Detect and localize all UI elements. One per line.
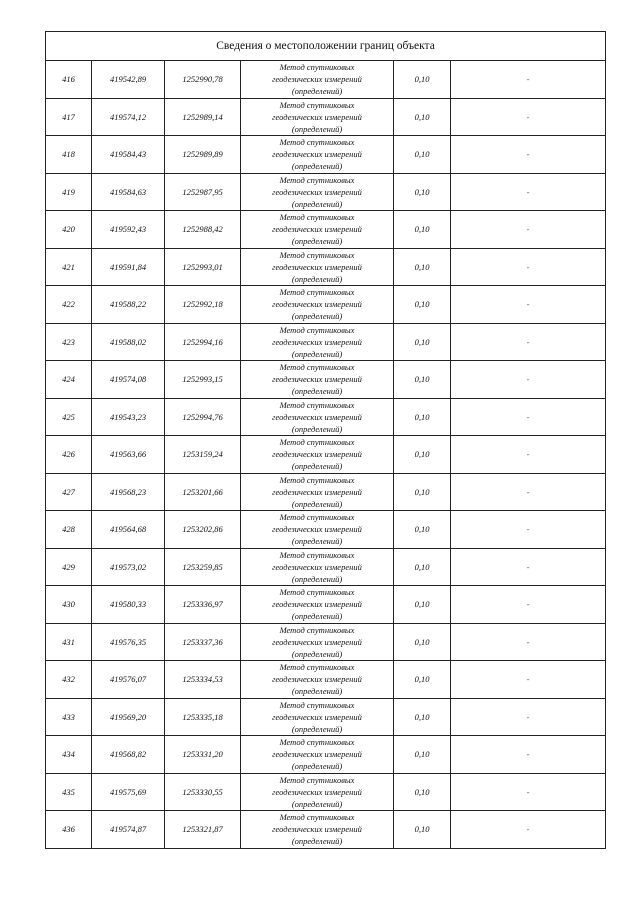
method-line: геодезических измерений	[272, 674, 362, 685]
y-coordinate-cell: 1252994,76	[165, 398, 241, 436]
y-coordinate-cell: 1253335,18	[165, 698, 241, 736]
method-line: (определений)	[291, 686, 343, 697]
description-cell: -	[451, 811, 606, 849]
table-row	[46, 323, 606, 361]
table-row	[46, 698, 606, 736]
x-coordinate-cell: 419575,69	[92, 773, 165, 811]
method-line: Метод спутниковых	[279, 624, 355, 635]
method-line: (определений)	[291, 386, 343, 397]
table-row	[46, 173, 606, 211]
method-cell	[241, 211, 394, 249]
boundary-table	[45, 31, 606, 849]
accuracy-cell: 0,10	[394, 361, 451, 399]
accuracy-cell: 0,10	[394, 548, 451, 586]
method-cell	[241, 473, 394, 511]
description-cell: -	[451, 511, 606, 549]
description-cell: -	[451, 698, 606, 736]
description-cell: -	[451, 398, 606, 436]
method-line: (определений)	[291, 123, 343, 134]
method-line: (определений)	[291, 836, 343, 847]
method-cell	[241, 323, 394, 361]
x-coordinate-cell: 419568,23	[92, 473, 165, 511]
description-cell: -	[451, 136, 606, 174]
accuracy-cell: 0,10	[394, 323, 451, 361]
method-line: Метод спутниковых	[279, 699, 355, 710]
x-coordinate-cell: 419573,02	[92, 548, 165, 586]
table-row	[46, 136, 606, 174]
method-line: Метод спутниковых	[279, 512, 355, 523]
table-row	[46, 211, 606, 249]
method-line: геодезических измерений	[272, 561, 362, 572]
description-cell: -	[451, 473, 606, 511]
table-row	[46, 473, 606, 511]
accuracy-cell: 0,10	[394, 473, 451, 511]
description-cell: -	[451, 61, 606, 99]
point-number-cell: 423	[46, 323, 92, 361]
method-cell	[241, 511, 394, 549]
method-line: геодезических измерений	[272, 786, 362, 797]
method-cell	[241, 586, 394, 624]
description-cell: -	[451, 361, 606, 399]
method-line: Метод спутниковых	[279, 362, 355, 373]
x-coordinate-cell: 419592,43	[92, 211, 165, 249]
x-coordinate-cell: 419569,20	[92, 698, 165, 736]
y-coordinate-cell: 1252988,42	[165, 211, 241, 249]
description-cell: -	[451, 323, 606, 361]
method-line: Метод спутниковых	[279, 549, 355, 560]
method-line: (определений)	[291, 648, 343, 659]
x-coordinate-cell: 419588,02	[92, 323, 165, 361]
description-cell: -	[451, 436, 606, 474]
method-line: (определений)	[291, 498, 343, 509]
accuracy-cell: 0,10	[394, 286, 451, 324]
accuracy-cell: 0,10	[394, 736, 451, 774]
x-coordinate-cell: 419574,08	[92, 361, 165, 399]
method-line: Метод спутниковых	[279, 812, 355, 823]
y-coordinate-cell: 1252990,78	[165, 61, 241, 99]
y-coordinate-cell: 1252994,16	[165, 323, 241, 361]
method-cell	[241, 98, 394, 136]
method-cell	[241, 811, 394, 849]
y-coordinate-cell: 1253321,87	[165, 811, 241, 849]
x-coordinate-cell: 419564,68	[92, 511, 165, 549]
y-coordinate-cell: 1253331,20	[165, 736, 241, 774]
method-line: Метод спутниковых	[279, 62, 355, 73]
method-line: (определений)	[291, 423, 343, 434]
method-cell	[241, 623, 394, 661]
method-line: (определений)	[291, 311, 343, 322]
point-number-cell: 435	[46, 773, 92, 811]
table-row	[46, 811, 606, 849]
description-cell: -	[451, 173, 606, 211]
method-line: Метод спутниковых	[279, 737, 355, 748]
point-number-cell: 418	[46, 136, 92, 174]
method-line: геодезических измерений	[272, 74, 362, 85]
point-number-cell: 433	[46, 698, 92, 736]
method-line: Метод спутниковых	[279, 137, 355, 148]
description-cell: -	[451, 623, 606, 661]
method-line: геодезических измерений	[272, 599, 362, 610]
method-line: (определений)	[291, 236, 343, 247]
method-line: геодезических измерений	[272, 186, 362, 197]
y-coordinate-cell: 1252987,95	[165, 173, 241, 211]
point-number-cell: 434	[46, 736, 92, 774]
method-line: (определений)	[291, 536, 343, 547]
method-line: Метод спутниковых	[279, 99, 355, 110]
method-line: Метод спутниковых	[279, 324, 355, 335]
accuracy-cell: 0,10	[394, 623, 451, 661]
table-row	[46, 398, 606, 436]
method-line: Метод спутниковых	[279, 174, 355, 185]
point-number-cell: 422	[46, 286, 92, 324]
method-line: геодезических измерений	[272, 111, 362, 122]
point-number-cell: 420	[46, 211, 92, 249]
point-number-cell: 432	[46, 661, 92, 699]
y-coordinate-cell: 1252989,89	[165, 136, 241, 174]
table-row	[46, 61, 606, 99]
y-coordinate-cell: 1253259,85	[165, 548, 241, 586]
x-coordinate-cell: 419543,23	[92, 398, 165, 436]
accuracy-cell: 0,10	[394, 211, 451, 249]
point-number-cell: 419	[46, 173, 92, 211]
point-number-cell: 436	[46, 811, 92, 849]
y-coordinate-cell: 1253202,86	[165, 511, 241, 549]
point-number-cell: 426	[46, 436, 92, 474]
method-line: Метод спутниковых	[279, 212, 355, 223]
method-line: геодезических измерений	[272, 711, 362, 722]
description-cell: -	[451, 773, 606, 811]
accuracy-cell: 0,10	[394, 511, 451, 549]
table-row	[46, 623, 606, 661]
accuracy-cell: 0,10	[394, 173, 451, 211]
y-coordinate-cell: 1252992,18	[165, 286, 241, 324]
accuracy-cell: 0,10	[394, 98, 451, 136]
point-number-cell: 427	[46, 473, 92, 511]
description-cell: -	[451, 286, 606, 324]
x-coordinate-cell: 419584,63	[92, 173, 165, 211]
y-coordinate-cell: 1253159,24	[165, 436, 241, 474]
accuracy-cell: 0,10	[394, 661, 451, 699]
point-number-cell: 425	[46, 398, 92, 436]
point-number-cell: 421	[46, 248, 92, 286]
x-coordinate-cell: 419542,89	[92, 61, 165, 99]
method-line: геодезических измерений	[272, 636, 362, 647]
point-number-cell: 416	[46, 61, 92, 99]
accuracy-cell: 0,10	[394, 398, 451, 436]
method-line: геодезических измерений	[272, 749, 362, 760]
table-row	[46, 248, 606, 286]
x-coordinate-cell: 419588,22	[92, 286, 165, 324]
table-row	[46, 548, 606, 586]
table-row	[46, 661, 606, 699]
method-cell	[241, 548, 394, 586]
accuracy-cell: 0,10	[394, 698, 451, 736]
method-line: (определений)	[291, 198, 343, 209]
description-cell: -	[451, 661, 606, 699]
table-row	[46, 361, 606, 399]
table-row	[46, 436, 606, 474]
x-coordinate-cell: 419576,07	[92, 661, 165, 699]
table-row	[46, 286, 606, 324]
method-line: геодезических измерений	[272, 411, 362, 422]
x-coordinate-cell: 419574,12	[92, 98, 165, 136]
description-cell: -	[451, 98, 606, 136]
method-cell	[241, 286, 394, 324]
y-coordinate-cell: 1252989,14	[165, 98, 241, 136]
point-number-cell: 429	[46, 548, 92, 586]
method-line: (определений)	[291, 273, 343, 284]
y-coordinate-cell: 1252993,01	[165, 248, 241, 286]
table-row	[46, 511, 606, 549]
description-cell: -	[451, 248, 606, 286]
method-line: геодезических измерений	[272, 524, 362, 535]
method-line: геодезических измерений	[272, 299, 362, 310]
description-cell: -	[451, 548, 606, 586]
x-coordinate-cell: 419580,33	[92, 586, 165, 624]
method-line: Метод спутниковых	[279, 287, 355, 298]
x-coordinate-cell: 419584,43	[92, 136, 165, 174]
point-number-cell: 428	[46, 511, 92, 549]
table-row	[46, 98, 606, 136]
y-coordinate-cell: 1253201,66	[165, 473, 241, 511]
table-row	[46, 736, 606, 774]
table-row	[46, 773, 606, 811]
method-line: Метод спутниковых	[279, 249, 355, 260]
accuracy-cell: 0,10	[394, 436, 451, 474]
method-cell	[241, 398, 394, 436]
x-coordinate-cell: 419576,35	[92, 623, 165, 661]
method-line: (определений)	[291, 611, 343, 622]
description-cell: -	[451, 736, 606, 774]
method-line: (определений)	[291, 573, 343, 584]
method-cell	[241, 436, 394, 474]
point-number-cell: 417	[46, 98, 92, 136]
method-cell	[241, 173, 394, 211]
x-coordinate-cell: 419563,66	[92, 436, 165, 474]
table-row	[46, 586, 606, 624]
method-line: геодезических измерений	[272, 486, 362, 497]
table-title: Сведения о местоположении границ объекта	[46, 32, 606, 61]
method-line: геодезических измерений	[272, 824, 362, 835]
method-cell	[241, 773, 394, 811]
y-coordinate-cell: 1253337,36	[165, 623, 241, 661]
accuracy-cell: 0,10	[394, 248, 451, 286]
method-cell	[241, 661, 394, 699]
y-coordinate-cell: 1252993,15	[165, 361, 241, 399]
method-line: (определений)	[291, 761, 343, 772]
x-coordinate-cell: 419591,84	[92, 248, 165, 286]
method-line: (определений)	[291, 348, 343, 359]
method-line: (определений)	[291, 86, 343, 97]
method-line: геодезических измерений	[272, 224, 362, 235]
method-cell	[241, 136, 394, 174]
method-line: Метод спутниковых	[279, 437, 355, 448]
x-coordinate-cell: 419574,87	[92, 811, 165, 849]
method-cell	[241, 61, 394, 99]
y-coordinate-cell: 1253334,53	[165, 661, 241, 699]
accuracy-cell: 0,10	[394, 136, 451, 174]
method-line: Метод спутниковых	[279, 774, 355, 785]
x-coordinate-cell: 419568,82	[92, 736, 165, 774]
accuracy-cell: 0,10	[394, 586, 451, 624]
method-cell	[241, 248, 394, 286]
method-line: Метод спутниковых	[279, 662, 355, 673]
method-line: (определений)	[291, 723, 343, 734]
method-line: геодезических измерений	[272, 149, 362, 160]
method-line: (определений)	[291, 461, 343, 472]
y-coordinate-cell: 1253336,97	[165, 586, 241, 624]
method-line: Метод спутниковых	[279, 587, 355, 598]
point-number-cell: 430	[46, 586, 92, 624]
method-line: геодезических измерений	[272, 374, 362, 385]
method-line: Метод спутниковых	[279, 399, 355, 410]
method-cell	[241, 361, 394, 399]
point-number-cell: 424	[46, 361, 92, 399]
method-line: геодезических измерений	[272, 336, 362, 347]
method-line: (определений)	[291, 161, 343, 172]
method-cell	[241, 698, 394, 736]
accuracy-cell: 0,10	[394, 773, 451, 811]
point-number-cell: 431	[46, 623, 92, 661]
method-line: геодезических измерений	[272, 449, 362, 460]
method-line: геодезических измерений	[272, 261, 362, 272]
method-cell	[241, 736, 394, 774]
method-line: Метод спутниковых	[279, 474, 355, 485]
accuracy-cell: 0,10	[394, 61, 451, 99]
description-cell: -	[451, 586, 606, 624]
method-line: (определений)	[291, 798, 343, 809]
description-cell: -	[451, 211, 606, 249]
accuracy-cell: 0,10	[394, 811, 451, 849]
y-coordinate-cell: 1253330,55	[165, 773, 241, 811]
